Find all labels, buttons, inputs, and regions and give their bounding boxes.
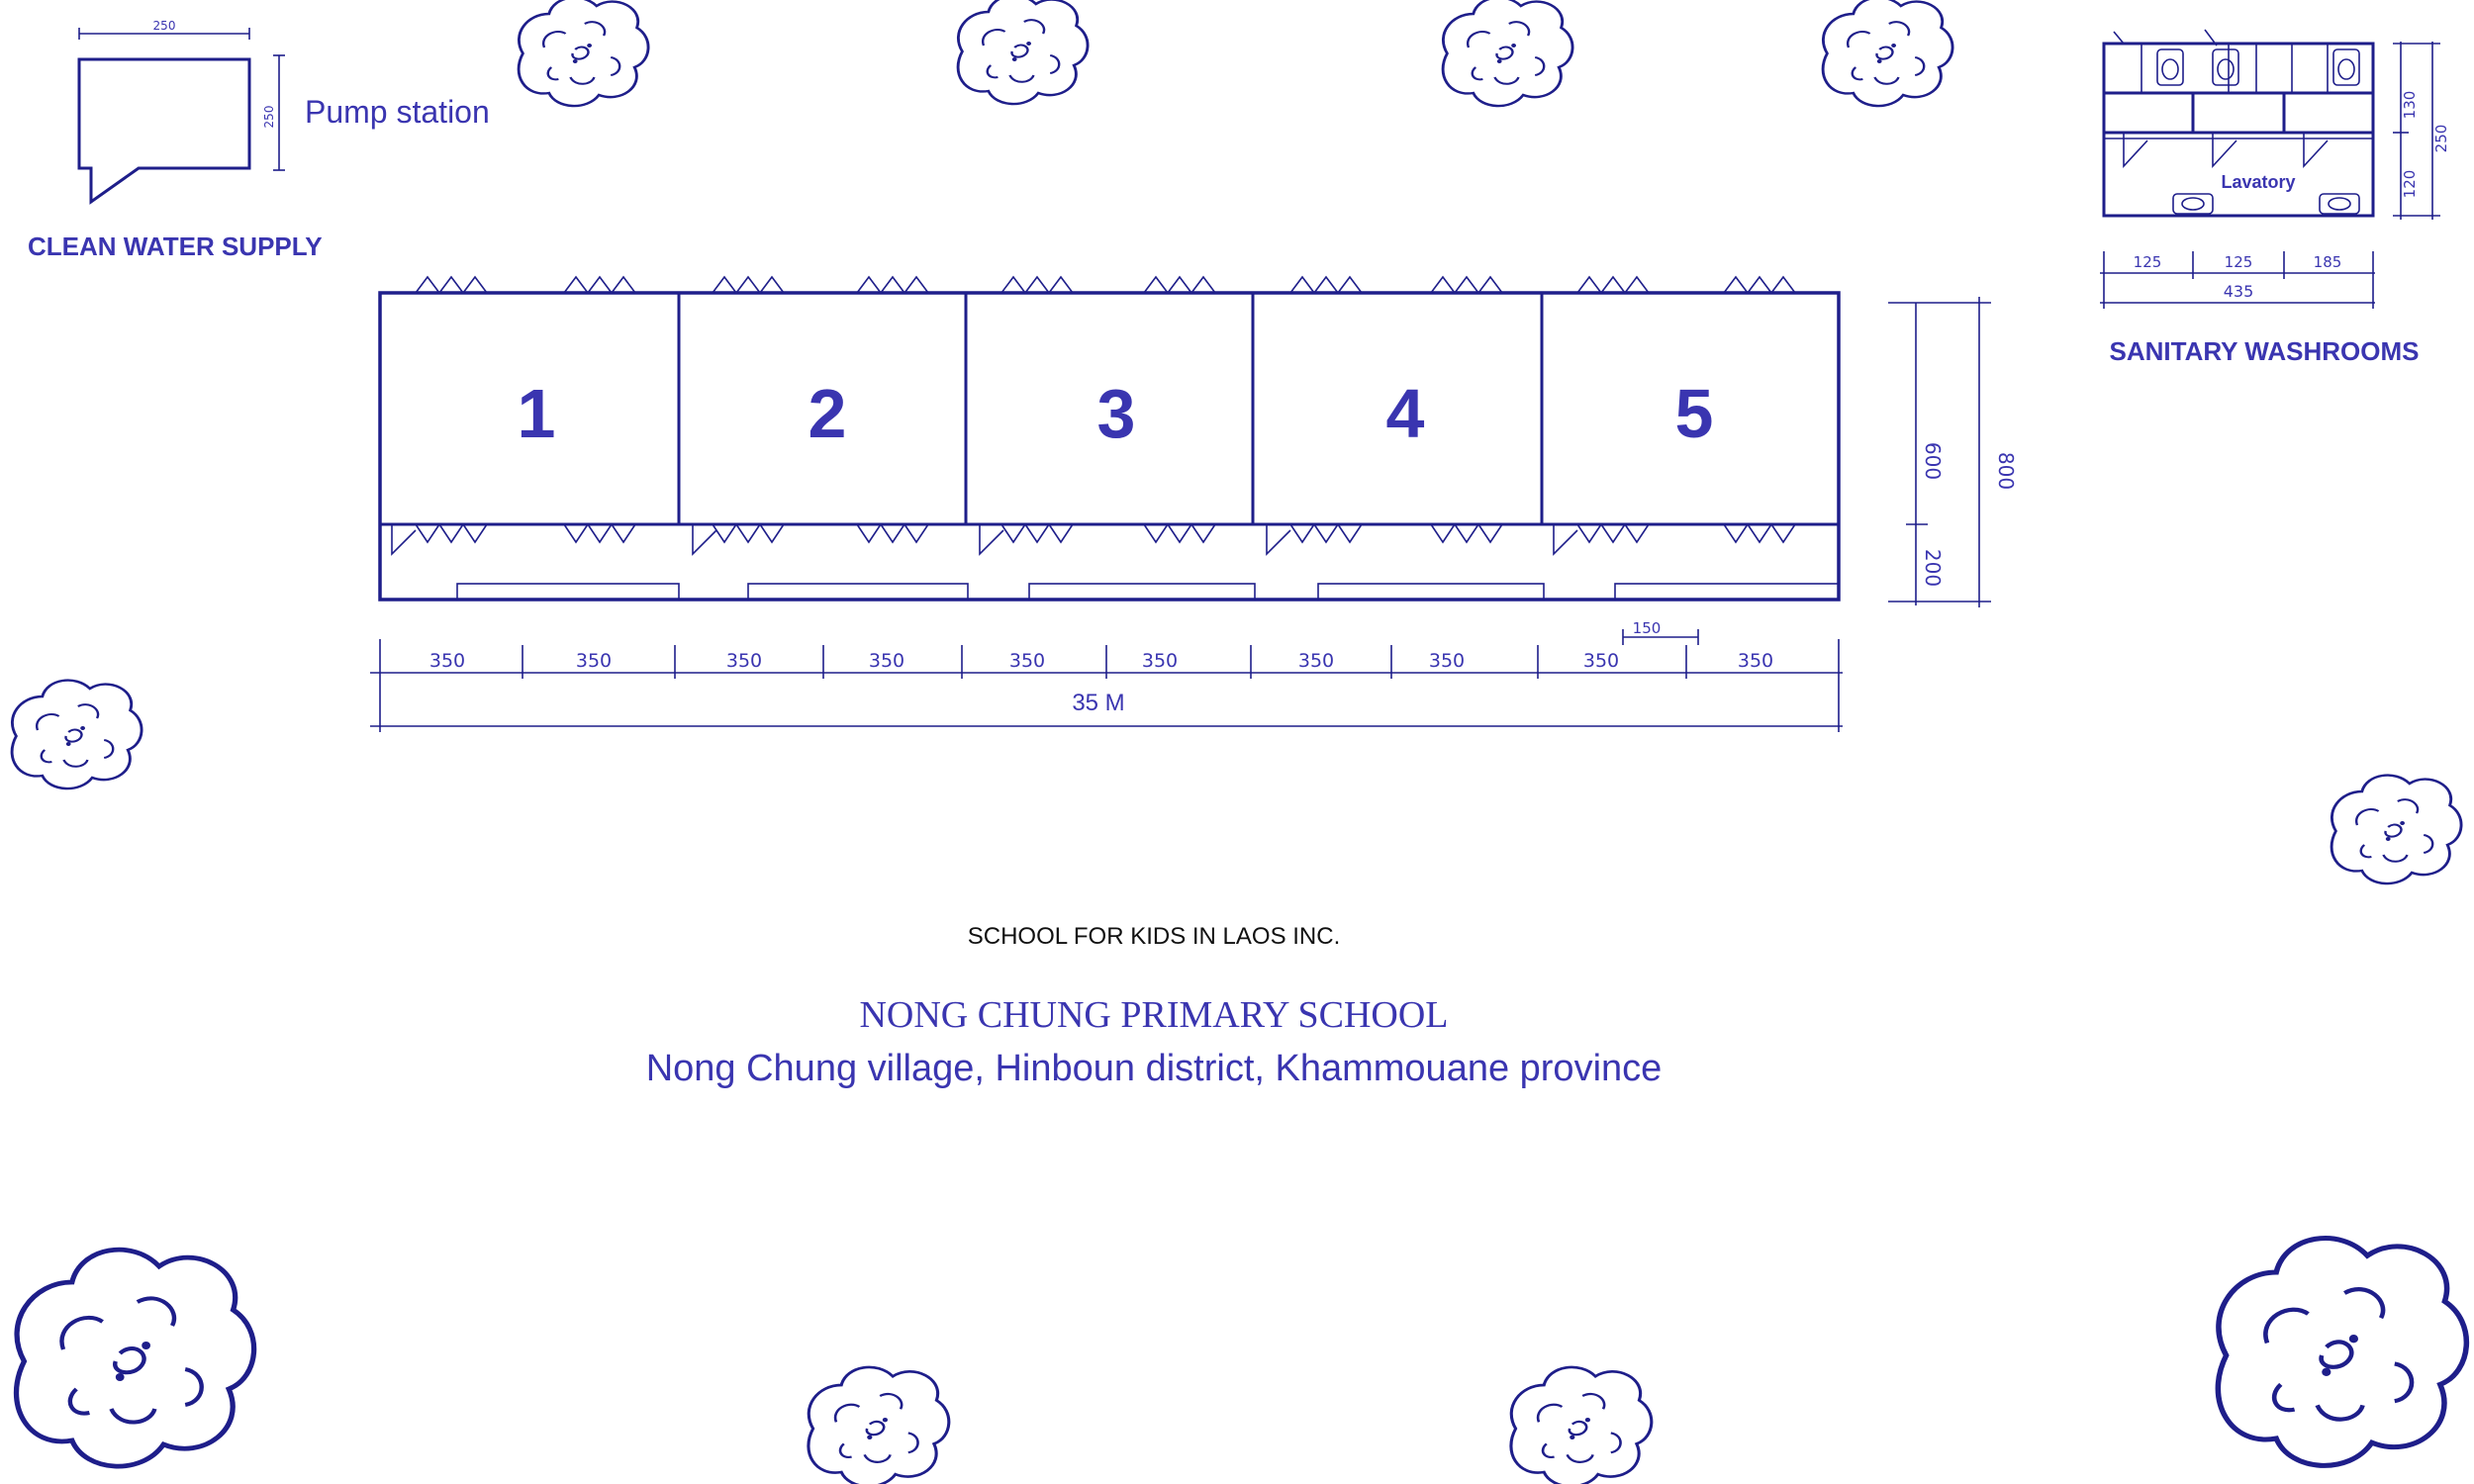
tree-icon: [1443, 0, 1572, 106]
washroom-side-dim: 120: [2401, 169, 2419, 199]
toilet-icon: [2157, 49, 2183, 85]
clean-water-supply-caption: CLEAN WATER SUPPLY: [28, 232, 323, 261]
room-depth-dim: 600: [1921, 441, 1945, 481]
classroom-number: 2: [808, 375, 847, 452]
tree-icon: [1511, 1367, 1652, 1484]
room-width-dim: 350: [1297, 650, 1335, 672]
tree-icon: [12, 681, 142, 788]
room-width-dim: 350: [1737, 650, 1774, 672]
room-width-dim: 350: [868, 650, 905, 672]
total-length-dim: 35 M: [1072, 690, 1125, 716]
tree-icon: [16, 1250, 253, 1466]
room-width-dim: 350: [1141, 650, 1179, 672]
tree-icon: [2218, 1239, 2466, 1466]
room-width-dim: 350: [1008, 650, 1046, 672]
washroom-dim: 125: [2133, 253, 2162, 271]
washroom-total-dim: 435: [2223, 282, 2254, 301]
tree-icon: [2331, 776, 2461, 883]
sink-icon: [2173, 194, 2213, 214]
lavatory-label: Lavatory: [2221, 172, 2296, 192]
school-name: NONG CHUNG PRIMARY SCHOOL: [859, 994, 1449, 1036]
room-width-dim: 350: [1428, 650, 1466, 672]
tree-icon: [1823, 0, 1952, 106]
tree-icon: [519, 0, 648, 106]
room-width-dim: 350: [1582, 650, 1620, 672]
sink-icon: [2320, 194, 2359, 214]
room-width-dim: 350: [575, 650, 613, 672]
school-location: Nong Chung village, Hinboun district, Khammouane province: [645, 1048, 1663, 1089]
washroom-dim: 125: [2224, 253, 2253, 271]
pump-width-dim: 250: [152, 19, 176, 33]
room-width-dim: 350: [725, 650, 763, 672]
tree-icon: [958, 0, 1088, 104]
classroom-number: 5: [1674, 375, 1714, 452]
pump-station-plan: [79, 28, 285, 202]
pump-station-label: Pump station: [305, 94, 490, 130]
classroom-number: 4: [1385, 375, 1425, 452]
toilet-icon: [2333, 49, 2359, 85]
washroom-side-total-dim: 250: [2432, 124, 2450, 153]
washroom-side-dim: 130: [2401, 90, 2419, 120]
door-dim: 150: [1632, 619, 1662, 637]
veranda-depth-dim: 200: [1921, 548, 1945, 588]
toilet-icon: [2213, 49, 2238, 85]
classroom-number: 1: [517, 375, 556, 452]
classroom-number: 3: [1096, 375, 1136, 452]
organization-name: SCHOOL FOR KIDS IN LAOS INC.: [967, 923, 1341, 950]
tree-icon: [809, 1367, 949, 1484]
building-depth-dim: 800: [1994, 451, 2018, 491]
sanitary-washrooms-caption: SANITARY WASHROOMS: [2109, 336, 2420, 366]
room-width-dim: 350: [428, 650, 466, 672]
washroom-dim: 185: [2313, 253, 2342, 271]
pump-height-dim: 250: [262, 105, 276, 129]
